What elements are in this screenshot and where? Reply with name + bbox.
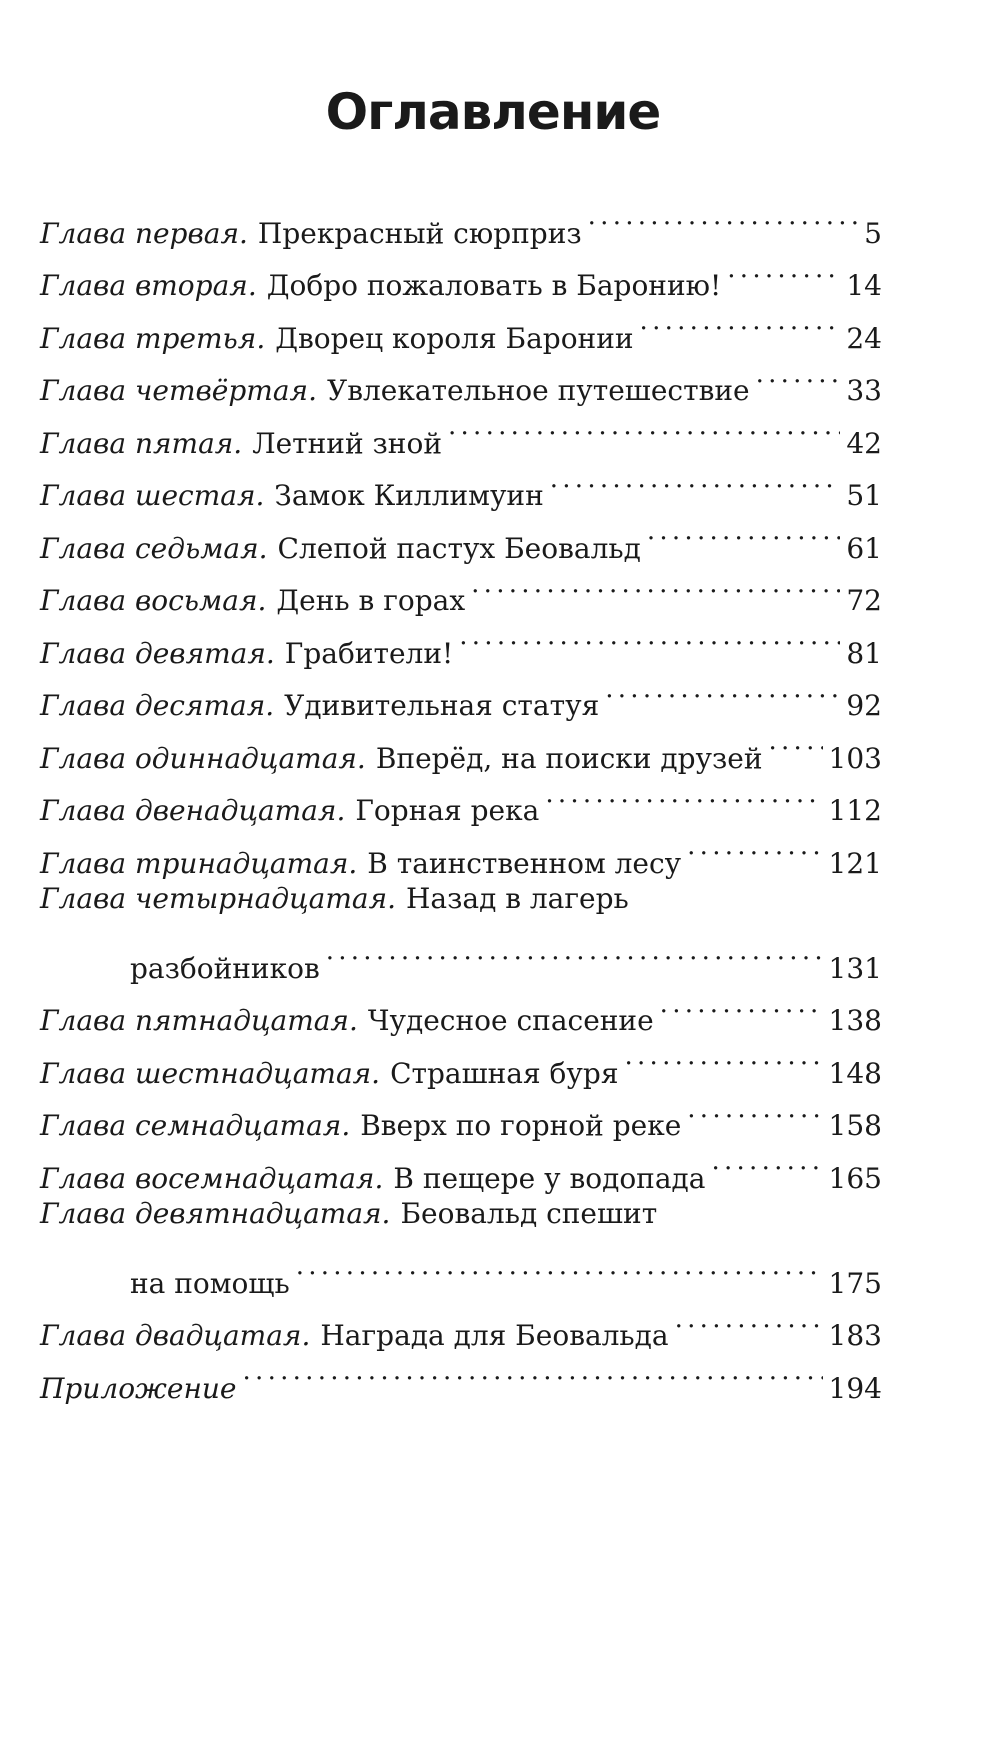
chapter-label: Глава седьмая. bbox=[40, 531, 268, 565]
page-number: 131 bbox=[828, 951, 882, 985]
page-number: 103 bbox=[828, 741, 882, 775]
toc-entry bbox=[40, 873, 882, 985]
toc-line bbox=[40, 558, 882, 617]
dot-leader bbox=[756, 348, 841, 401]
page-number: 194 bbox=[828, 1371, 882, 1405]
toc-line bbox=[40, 190, 882, 250]
dot-leader bbox=[675, 1293, 823, 1346]
chapter-title: Дворец короля Баронии bbox=[275, 321, 634, 355]
toc-line bbox=[40, 243, 882, 302]
dot-leader bbox=[550, 453, 841, 506]
page-number: 5 bbox=[864, 216, 882, 250]
toc-line bbox=[40, 978, 882, 1037]
chapter-title-continuation: разбойников bbox=[130, 951, 320, 985]
chapter-title: В таинственном лесу bbox=[367, 846, 682, 880]
chapter-label: Глава третья. bbox=[40, 321, 266, 355]
page-number: 42 bbox=[846, 426, 882, 460]
chapter-label: Глава семнадцатая. bbox=[40, 1109, 351, 1142]
dot-leader bbox=[647, 505, 841, 558]
toc-line-continuation bbox=[40, 925, 882, 985]
chapter-label: Глава пятая. bbox=[40, 426, 243, 460]
toc-line bbox=[40, 663, 882, 722]
toc-entry bbox=[40, 768, 882, 827]
toc-entry bbox=[40, 1083, 882, 1142]
toc-entry bbox=[40, 558, 882, 617]
page-number: 175 bbox=[828, 1266, 882, 1300]
chapter-title: Назад в лагерь bbox=[406, 881, 629, 915]
dot-leader bbox=[326, 925, 823, 978]
chapter-title: Слепой пастух Беовальд bbox=[277, 531, 641, 565]
chapter-title: Замок Киллимуин bbox=[274, 479, 544, 512]
toc-line bbox=[40, 768, 882, 827]
toc-line bbox=[40, 1135, 882, 1195]
page-number: 51 bbox=[846, 479, 882, 512]
chapter-label: Приложение bbox=[40, 1371, 237, 1405]
dot-leader bbox=[769, 715, 823, 768]
toc-entry bbox=[40, 400, 882, 460]
page-number: 183 bbox=[828, 1319, 882, 1352]
chapter-title: Грабители! bbox=[284, 636, 454, 670]
chapter-label: Глава шестая. bbox=[40, 479, 265, 512]
chapter-title-continuation: на помощь bbox=[130, 1266, 290, 1300]
dot-leader bbox=[296, 1240, 823, 1293]
toc-line bbox=[40, 295, 882, 355]
dot-leader bbox=[727, 243, 840, 296]
chapter-label: Глава первая. bbox=[40, 216, 248, 250]
chapter-label: Глава тринадцатая. bbox=[40, 846, 358, 880]
chapter-title: Горная река bbox=[355, 794, 540, 827]
toc-entry bbox=[40, 663, 882, 722]
chapter-label: Глава восьмая. bbox=[40, 584, 267, 617]
chapter-label: Глава десятая. bbox=[40, 689, 275, 722]
page-number: 61 bbox=[846, 531, 882, 565]
toc-entry bbox=[40, 505, 882, 565]
toc-entry bbox=[40, 610, 882, 670]
toc-line bbox=[40, 1083, 882, 1142]
toc-entry bbox=[40, 1188, 882, 1300]
chapter-title: Награда для Беовальда bbox=[320, 1319, 669, 1352]
toc-line bbox=[40, 505, 882, 565]
toc-entry bbox=[40, 295, 882, 355]
chapter-title: Летний зной bbox=[252, 426, 442, 460]
page-number: 81 bbox=[846, 636, 882, 670]
dot-leader bbox=[687, 1083, 822, 1136]
chapter-label: Глава девятнадцатая. bbox=[40, 1196, 391, 1230]
chapter-label: Глава девятая. bbox=[40, 636, 275, 670]
chapter-title: Увлекательное путешествие bbox=[326, 374, 750, 407]
chapter-title: Прекрасный сюрприз bbox=[257, 216, 582, 250]
toc-entry bbox=[40, 1293, 882, 1352]
page-number: 92 bbox=[846, 689, 882, 722]
chapter-title: Удивительная статуя bbox=[284, 689, 600, 722]
dot-leader bbox=[545, 768, 822, 821]
chapter-title: Вверх по горной реке bbox=[360, 1109, 682, 1142]
page-number: 24 bbox=[846, 321, 882, 355]
dot-leader bbox=[588, 190, 859, 243]
chapter-title: Беовальд спешит bbox=[400, 1196, 658, 1230]
chapter-label: Глава шестнадцатая. bbox=[40, 1056, 381, 1090]
dot-leader bbox=[471, 558, 840, 611]
chapter-label: Глава пятнадцатая. bbox=[40, 1004, 358, 1037]
toc-line-continuation bbox=[40, 1240, 882, 1300]
dot-leader bbox=[687, 820, 822, 873]
toc-entry bbox=[40, 243, 882, 302]
chapter-title: Чудесное спасение bbox=[367, 1004, 654, 1037]
page-number: 121 bbox=[828, 846, 882, 880]
dot-leader bbox=[624, 1030, 822, 1083]
toc-line bbox=[40, 820, 882, 880]
dot-leader bbox=[459, 610, 840, 663]
chapter-label: Глава одиннадцатая. bbox=[40, 741, 366, 775]
chapter-label: Глава четырнадцатая. bbox=[40, 881, 397, 915]
dot-leader bbox=[448, 400, 840, 453]
toc-line bbox=[40, 400, 882, 460]
dot-leader bbox=[605, 663, 840, 716]
chapter-label: Глава двадцатая. bbox=[40, 1319, 311, 1352]
toc-line bbox=[40, 348, 882, 407]
toc-entry bbox=[40, 190, 882, 250]
toc-entry bbox=[40, 715, 882, 775]
toc-line bbox=[40, 453, 882, 512]
dot-leader bbox=[660, 978, 823, 1031]
chapter-label: Глава восемнадцатая. bbox=[40, 1161, 384, 1195]
chapter-label: Глава двенадцатая. bbox=[40, 794, 346, 827]
toc-line bbox=[40, 1345, 882, 1405]
page-number: 158 bbox=[828, 1109, 882, 1142]
dot-leader bbox=[243, 1345, 823, 1398]
page-number: 33 bbox=[846, 374, 882, 407]
toc-entry bbox=[40, 978, 882, 1037]
dot-leader bbox=[640, 295, 841, 348]
page-number: 148 bbox=[828, 1056, 882, 1090]
page-number: 14 bbox=[846, 269, 882, 302]
page-number: 112 bbox=[828, 794, 882, 827]
page-number: 138 bbox=[828, 1004, 882, 1037]
toc-entry bbox=[40, 1345, 882, 1405]
toc-entry bbox=[40, 1030, 882, 1090]
toc-entry bbox=[40, 453, 882, 512]
table-of-contents bbox=[40, 190, 882, 1405]
toc-entry bbox=[40, 1135, 882, 1195]
toc-entry bbox=[40, 820, 882, 880]
chapter-title: Добро пожаловать в Баронию! bbox=[266, 269, 722, 302]
chapter-label: Глава вторая. bbox=[40, 269, 257, 302]
chapter-title: В пещере у водопада bbox=[393, 1161, 706, 1195]
chapter-title: День в горах bbox=[276, 584, 466, 617]
page-title: Оглавление bbox=[325, 83, 661, 141]
dot-leader bbox=[711, 1135, 822, 1188]
toc-line bbox=[40, 715, 882, 775]
page-number: 72 bbox=[846, 584, 882, 617]
chapter-label: Глава четвёртая. bbox=[40, 374, 317, 407]
chapter-title: Страшная буря bbox=[390, 1056, 619, 1090]
toc-line bbox=[40, 1188, 882, 1241]
page-number: 165 bbox=[828, 1161, 882, 1195]
chapter-title: Вперёд, на поиски друзей bbox=[375, 741, 763, 775]
toc-line bbox=[40, 1030, 882, 1090]
toc-line bbox=[40, 873, 882, 926]
toc-line bbox=[40, 1293, 882, 1352]
toc-line bbox=[40, 610, 882, 670]
toc-entry bbox=[40, 348, 882, 407]
